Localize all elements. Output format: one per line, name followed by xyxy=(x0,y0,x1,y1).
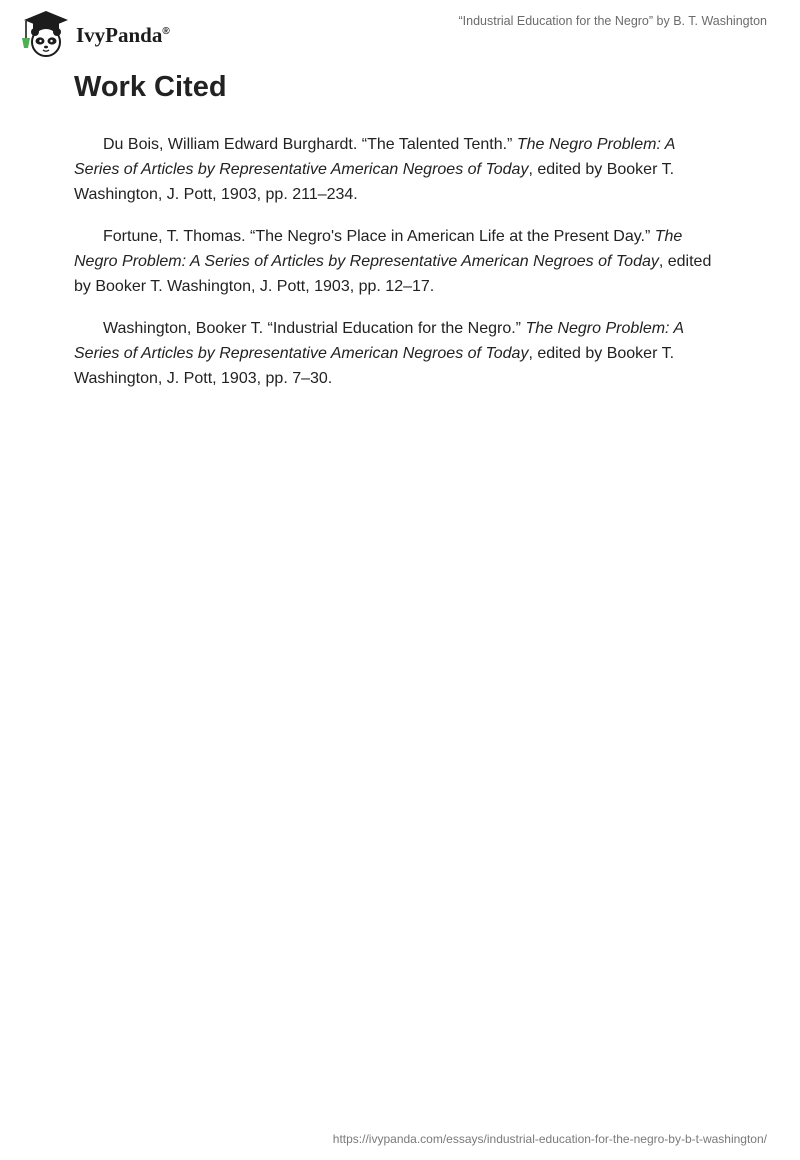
reference-publication-info: , edited by Booker T. Washington, J. Pott, 1903, pp. 211–234. xyxy=(74,161,675,203)
reference-source-title: The Negro Problem: A Series of Articles by Representative American Negroes of Today xyxy=(74,320,684,362)
ivypanda-logo[interactable] xyxy=(16,8,170,58)
reference-author-title: Du Bois, William Edward Burghardt. “The Talented Tenth.” xyxy=(103,136,517,153)
panda-graduation-cap-icon xyxy=(16,8,74,58)
reference-publication-info: , edited by Booker T. Washington, J. Pott, 1903, pp. 7–30. xyxy=(74,345,675,387)
reference-source-title: The Negro Problem: A Series of Articles by Representative American Negroes of Today xyxy=(74,228,683,270)
reference-entry xyxy=(74,224,724,299)
reference-author-title: Fortune, T. Thomas. “The Negro's Place in American Life at the Present Day.” xyxy=(103,228,655,245)
brand-name: IvyPanda® xyxy=(76,22,170,47)
reference-source-title: The Negro Problem: A Series of Articles by Representative American Negroes of Today xyxy=(74,136,675,178)
reference-author-title: Washington, Booker T. “Industrial Education for the Negro.” xyxy=(103,320,526,337)
registered-mark: ® xyxy=(162,25,170,37)
reference-entry xyxy=(74,132,724,207)
document-title: “Industrial Education for the Negro” by B. T. Washington xyxy=(458,14,767,28)
page-title: Work Cited xyxy=(74,71,227,103)
source-url[interactable]: https://ivypanda.com/essays/industrial-education-for-the-negro-by-b-t-washington/ xyxy=(332,1132,767,1146)
reference-entry xyxy=(74,316,724,391)
reference-list xyxy=(74,132,724,408)
reference-publication-info: , edited by Booker T. Washington, J. Pott, 1903, pp. 12–17. xyxy=(74,253,712,295)
